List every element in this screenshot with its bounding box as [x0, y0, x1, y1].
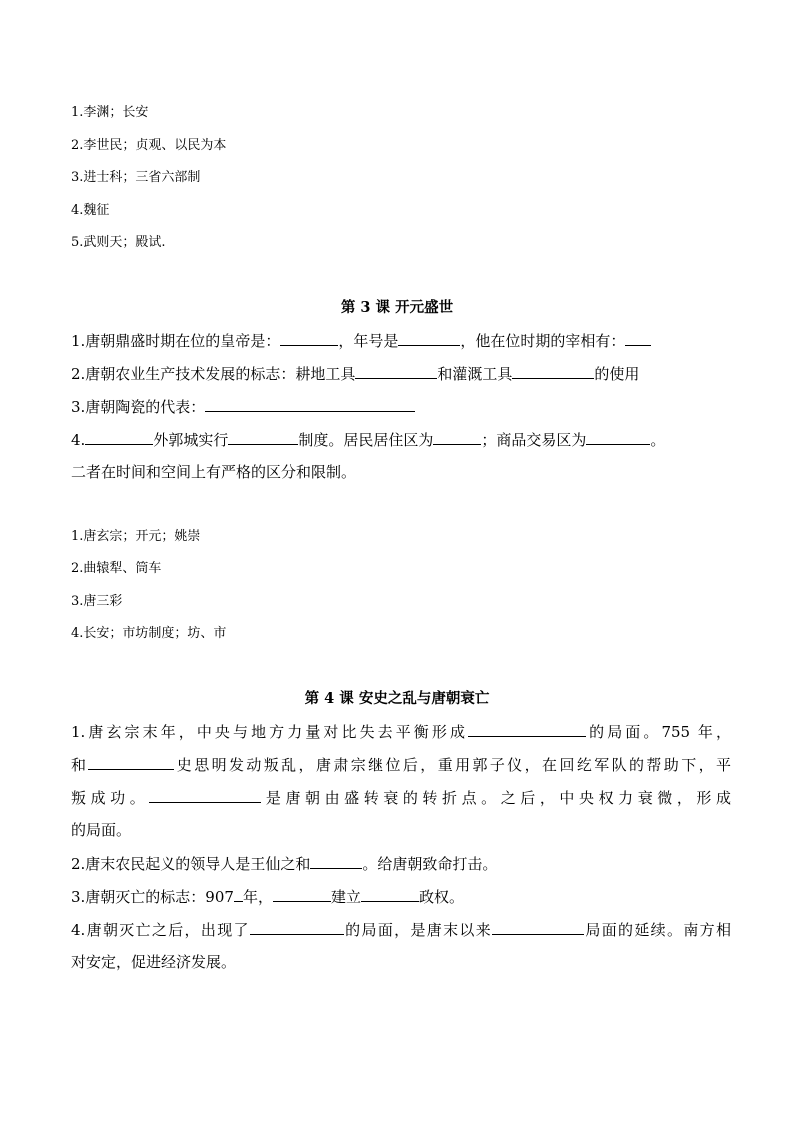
lesson4-question-1-line2	[71, 754, 731, 775]
question-text: ；商品交易区为	[481, 431, 587, 449]
fill-blank[interactable]	[280, 330, 338, 346]
lesson4-question-2	[71, 853, 731, 874]
lesson4-question-1-line4: 的局面。	[71, 821, 132, 839]
question-text: ，年号是	[338, 332, 399, 350]
question-text: 和灌溉工具	[437, 365, 513, 383]
lesson4-question-4-cont: 对安定，促进经济发展。	[71, 953, 237, 971]
question-text: 叛成功。	[71, 789, 150, 807]
lesson3-question-4-cont: 二者在时间和空间上有严格的区分和限制。	[71, 463, 357, 481]
question-text: 3.唐朝陶瓷的代表：	[71, 398, 206, 416]
fill-blank[interactable]	[625, 330, 651, 346]
lesson3-question-3	[71, 396, 731, 417]
answer-line: 2.李世民；贞观、以民为本	[71, 138, 227, 153]
lesson3-question-2	[71, 363, 731, 384]
question-text: 2.唐末农民起义的领导人是王仙之和	[71, 855, 311, 873]
answer-line: 4.魏征	[71, 203, 110, 218]
question-text: 。给唐朝致命打击。	[362, 855, 498, 873]
fill-blank[interactable]	[586, 429, 650, 445]
fill-blank[interactable]	[512, 363, 594, 379]
fill-blank[interactable]	[234, 886, 243, 902]
question-text: 和	[71, 756, 89, 774]
question-text: 。	[650, 431, 666, 449]
question-text: 的局面，是唐末以来	[343, 921, 493, 939]
answer-line: 2.曲辕犁、筒车	[71, 561, 162, 576]
question-text: 外郭城实行	[153, 431, 229, 449]
lesson3-question-4	[71, 429, 731, 450]
question-text: 年，	[242, 888, 273, 906]
question-text: 局面的延续。南方相	[584, 921, 731, 939]
question-text: 是唐朝由盛转衰的转折点。之后，中央权力衰微，形成	[261, 789, 731, 807]
fill-blank[interactable]	[310, 853, 362, 869]
question-text: 4.唐朝灭亡之后，出现了	[71, 921, 250, 939]
lesson4-question-1-line3	[71, 787, 731, 808]
fill-blank[interactable]	[492, 919, 584, 935]
question-text: 4.	[71, 431, 86, 449]
question-text: 2.唐朝农业生产技术发展的标志：耕地工具	[71, 365, 356, 383]
answer-line: 4.长安；市坊制度；坊、市	[71, 626, 227, 641]
fill-blank[interactable]	[273, 886, 331, 902]
answer-line: 3.唐三彩	[71, 594, 123, 609]
lesson4-title: 第 4 课 安史之乱与唐朝衰亡	[304, 690, 490, 707]
fill-blank[interactable]	[85, 429, 153, 445]
question-text: 3.唐朝灭亡的标志：907	[71, 888, 234, 906]
question-text: 史思明发动叛乱，唐肃宗继位后，重用郭子仪，在回纥军队的帮助下，平	[174, 756, 731, 774]
lesson3-title: 第 3 课 开元盛世	[340, 299, 454, 316]
answer-line: 1.唐玄宗；开元；姚崇	[71, 529, 201, 544]
lesson3-question-1	[71, 330, 731, 351]
fill-blank[interactable]	[398, 330, 460, 346]
question-text: 政权。	[418, 888, 464, 906]
question-text: 制度。居民居住区为	[298, 431, 434, 449]
lesson4-question-1-line1	[71, 721, 731, 742]
fill-blank[interactable]	[361, 886, 419, 902]
question-text: 1.唐玄宗末年，中央与地方力量对比失去平衡形成	[71, 723, 469, 741]
fill-blank[interactable]	[250, 919, 344, 935]
answer-line: 5.武则天；殿试.	[71, 235, 166, 250]
question-text: 1.唐朝鼎盛时期在位的皇帝是：	[71, 332, 281, 350]
fill-blank[interactable]	[88, 754, 174, 770]
question-text: ，他在位时期的宰相有：	[460, 332, 626, 350]
question-text: 的使用	[594, 365, 640, 383]
fill-blank[interactable]	[355, 363, 437, 379]
question-text: 的局面。755 年，	[586, 723, 731, 741]
answer-line: 3.进士科；三省六部制	[71, 170, 201, 185]
lesson4-question-4	[71, 919, 731, 940]
fill-blank[interactable]	[205, 396, 415, 412]
fill-blank[interactable]	[149, 787, 261, 803]
fill-blank[interactable]	[433, 429, 481, 445]
fill-blank[interactable]	[468, 721, 586, 737]
fill-blank[interactable]	[228, 429, 298, 445]
answer-line: 1.李渊；长安	[71, 105, 149, 120]
lesson4-question-3	[71, 886, 731, 907]
question-text: 建立	[330, 888, 361, 906]
